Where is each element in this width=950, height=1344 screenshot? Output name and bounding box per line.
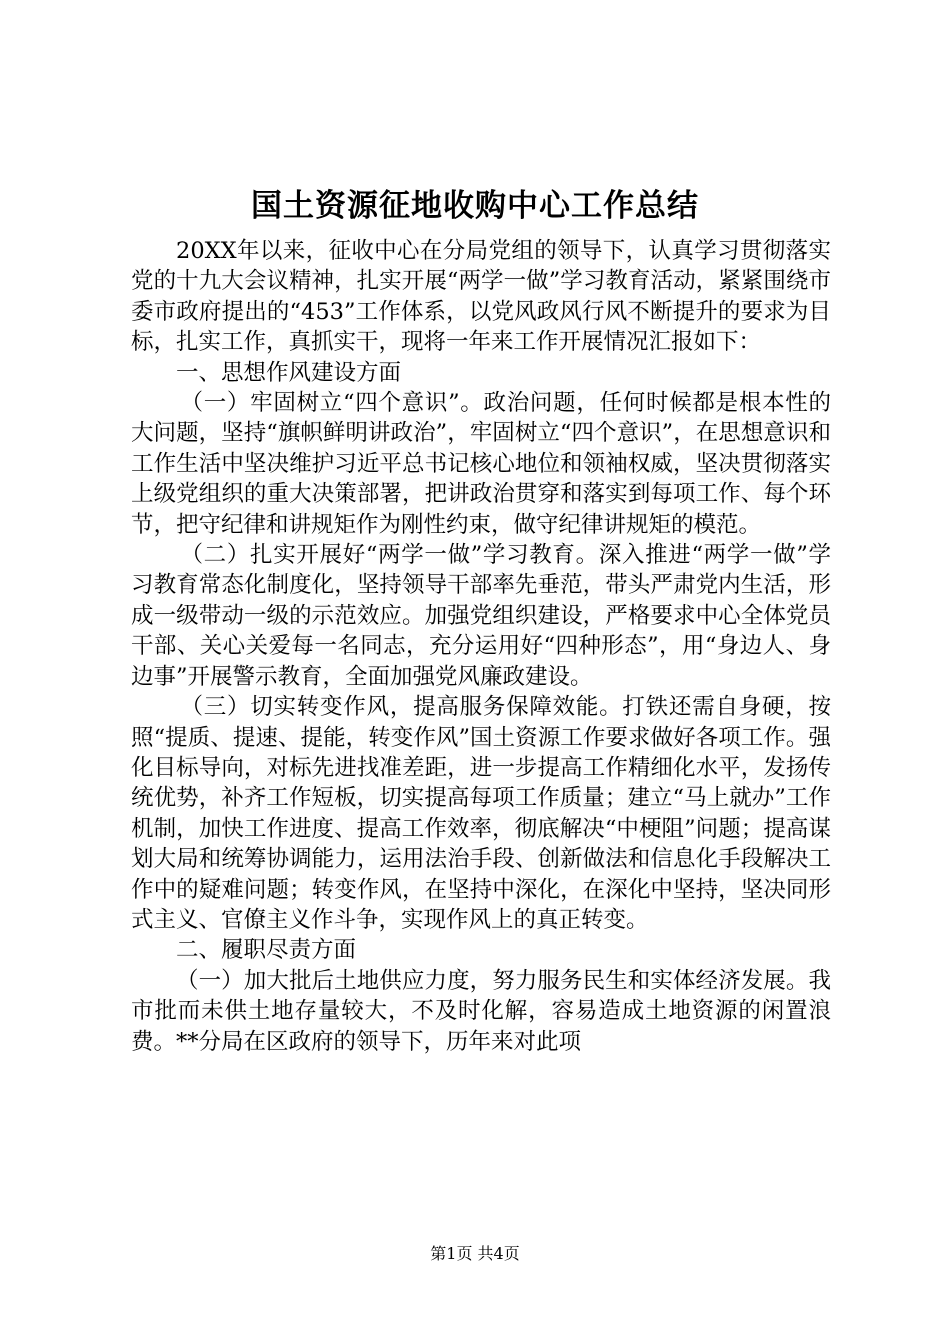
- subsection-paragraph-1-3: （三）切实转变作风，提高服务保障效能。打铁还需自身硬，按照“提质、提速、提能，转变作风”国土资源工作要求做好各项工作。强化目标导向，对标先进找准差距，进一步提高工作精细化水平，发扬传统优势，补齐工作短板，切实提高每项工作质量；建立“马上就办”工作机制，加快工作进度、提高工作效率，彻底解决“中梗阻”问题；提高谋划大局和统筹协调能力，运用法治手段、创新做法和信息化手段解决工作中的疑难问题；转变作风，在坚持中深化，在深化中坚持，坚决同形式主义、官僚主义作斗争，实现作风上的真正转变。: [131, 694, 831, 933]
- page-number: 第1页 共4页: [430, 1244, 520, 1263]
- subsection-paragraph-1-2: （二）扎实开展好“两学一做”学习教育。深入推进“两学一做”学习教育常态化制度化，坚持领导干部率先垂范，带头严肃党内生活，形成一级带动一级的示范效应。加强党组织建设，严格要求中心全体党员干部、关心关爱每一名同志，充分运用好“四种形态”，用“身边人、身边事”开展警示教育，全面加强党风廉政建设。: [131, 542, 831, 690]
- document-title: 国土资源征地收购中心工作总结: [251, 188, 699, 224]
- section-heading-1: 一、思想作风建设方面: [176, 359, 402, 386]
- section-heading-2: 二、履职尽责方面: [176, 937, 357, 964]
- document-body: [131, 236, 831, 1057]
- subsection-paragraph-2-1: （一）加大批后土地供应力度，努力服务民生和实体经济发展。我市批而未供土地存量较大，不及时化解，容易造成土地资源的闲置浪费。**分局在区政府的领导下，历年来对此项: [131, 967, 831, 1055]
- intro-paragraph: 20XX年以来，征收中心在分局党组的领导下，认真学习贯彻落实党的十九大会议精神，扎实开展“两学一做”学习教育活动，紧紧围绕市委市政府提出的“453”工作体系，以党风政风行风不断提升的要求为目标，扎实工作，真抓实干，现将一年来工作开展情况汇报如下：: [131, 238, 831, 356]
- subsection-paragraph-1-1: （一）牢固树立“四个意识”。政治问题，任何时候都是根本性的大问题，坚持“旗帜鲜明讲政治”，牢固树立“四个意识”，在思想意识和工作生活中坚决维护习近平总书记核心地位和领袖权威，坚决贯彻落实上级党组织的重大决策部署，把讲政治贯穿和落实到每项工作、每个环节，把守纪律和讲规矩作为刚性约束，做守纪律讲规矩的模范。: [131, 390, 831, 538]
